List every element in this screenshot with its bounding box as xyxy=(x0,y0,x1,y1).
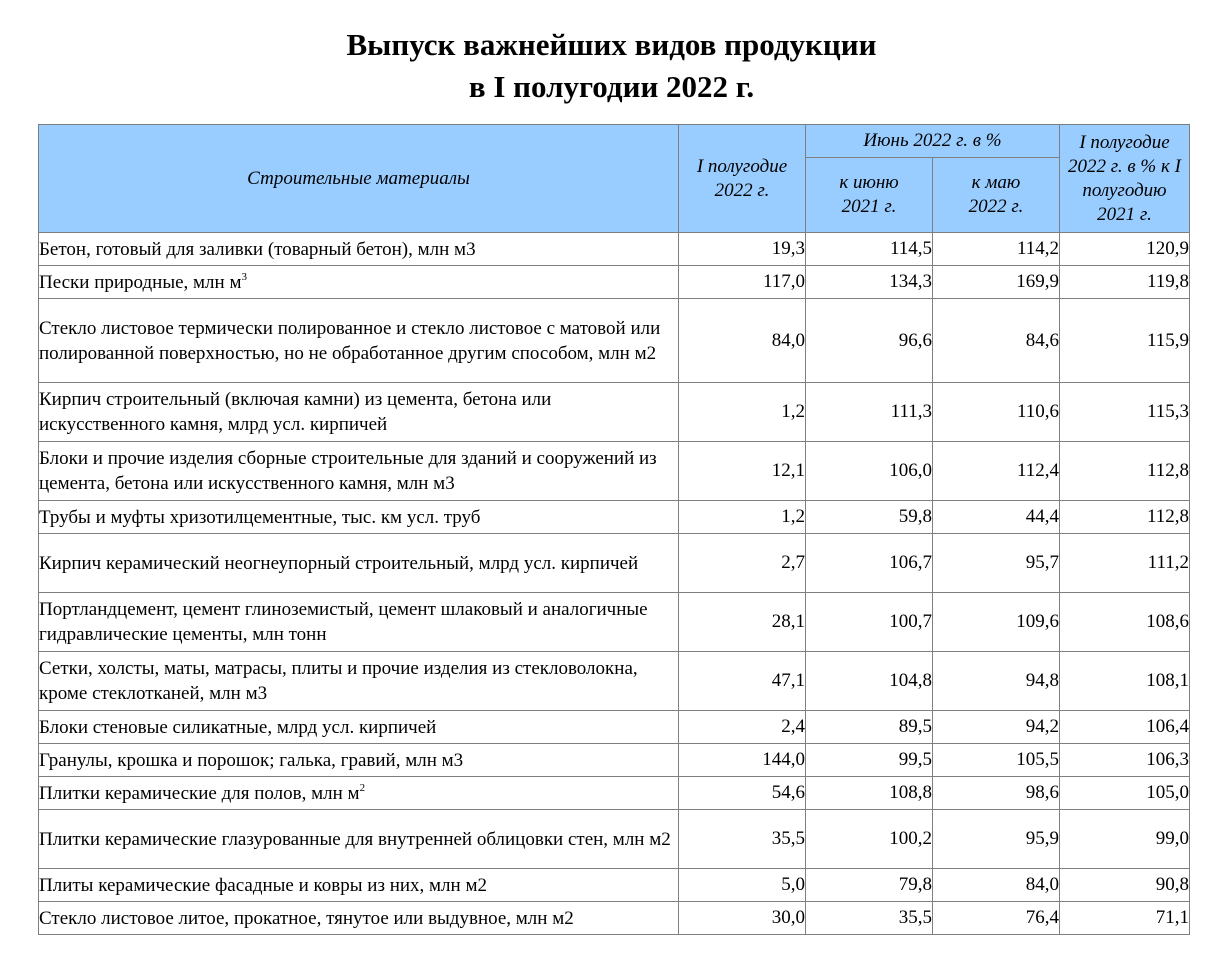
material-name xyxy=(39,442,679,501)
header-june-group: Июнь 2022 г. в % xyxy=(806,125,1060,158)
value-h1-percent: 71,1 xyxy=(1060,902,1190,935)
header-h1-percent: I полугодие 2022 г. в % к I полугодию 2021 г. xyxy=(1060,125,1190,233)
value-vs-may-2022: 94,8 xyxy=(933,652,1060,711)
value-vs-june-2021: 111,3 xyxy=(806,383,933,442)
material-name-text: Кирпич керамический неогнеупорный строительный, млрд усл. кирпичей xyxy=(39,552,639,574)
value-h1-percent: 99,0 xyxy=(1060,810,1190,869)
table-row xyxy=(39,777,1190,810)
value-vs-may-2022: 109,6 xyxy=(933,593,1060,652)
title-line-1: Выпуск важнейших видов продукции xyxy=(346,27,877,62)
value-h1-2022: 54,6 xyxy=(679,777,806,810)
value-h1-2022: 12,1 xyxy=(679,442,806,501)
value-vs-june-2021: 35,5 xyxy=(806,902,933,935)
table-row xyxy=(39,744,1190,777)
value-vs-may-2022: 114,2 xyxy=(933,233,1060,266)
value-h1-percent: 115,9 xyxy=(1060,299,1190,383)
value-vs-june-2021: 96,6 xyxy=(806,299,933,383)
value-h1-2022: 84,0 xyxy=(679,299,806,383)
unit-exponent: 3 xyxy=(241,270,247,283)
material-name xyxy=(39,233,679,266)
material-name xyxy=(39,501,679,534)
material-name xyxy=(39,534,679,593)
value-h1-2022: 19,3 xyxy=(679,233,806,266)
material-name xyxy=(39,902,679,935)
material-name xyxy=(39,810,679,869)
header-materials: Строительные материалы xyxy=(39,125,679,233)
value-vs-may-2022: 44,4 xyxy=(933,501,1060,534)
value-vs-may-2022: 94,2 xyxy=(933,711,1060,744)
table-row xyxy=(39,869,1190,902)
table-row xyxy=(39,299,1190,383)
value-h1-percent: 120,9 xyxy=(1060,233,1190,266)
value-h1-percent: 111,2 xyxy=(1060,534,1190,593)
value-vs-may-2022: 169,9 xyxy=(933,266,1060,299)
material-name-text: Портландцемент, цемент глиноземистый, цемент шлаковый и аналогичные гидравлические цементы, млн тонн xyxy=(39,599,648,645)
material-name-text: Плитки керамические для полов, млн м xyxy=(39,782,360,804)
value-h1-2022: 35,5 xyxy=(679,810,806,869)
value-h1-percent: 112,8 xyxy=(1060,501,1190,534)
value-h1-2022: 47,1 xyxy=(679,652,806,711)
value-vs-june-2021: 89,5 xyxy=(806,711,933,744)
value-vs-june-2021: 108,8 xyxy=(806,777,933,810)
material-name-text: Бетон, готовый для заливки (товарный бетон), млн м3 xyxy=(39,238,476,260)
header-vs-may-2022: к маю 2022 г. xyxy=(933,158,1060,233)
material-name xyxy=(39,652,679,711)
value-h1-percent: 90,8 xyxy=(1060,869,1190,902)
value-h1-percent: 108,1 xyxy=(1060,652,1190,711)
value-h1-2022: 2,4 xyxy=(679,711,806,744)
material-name xyxy=(39,593,679,652)
material-name xyxy=(39,869,679,902)
value-h1-2022: 117,0 xyxy=(679,266,806,299)
material-name xyxy=(39,266,679,299)
value-vs-may-2022: 95,7 xyxy=(933,534,1060,593)
table-row xyxy=(39,266,1190,299)
material-name xyxy=(39,711,679,744)
table-row xyxy=(39,534,1190,593)
value-vs-may-2022: 95,9 xyxy=(933,810,1060,869)
table-row xyxy=(39,902,1190,935)
value-vs-june-2021: 114,5 xyxy=(806,233,933,266)
table-row xyxy=(39,810,1190,869)
material-name-text: Сетки, холсты, маты, матрасы, плиты и прочие изделия из стекловолокна, кроме стеклотканей, млн м3 xyxy=(39,658,638,704)
unit-exponent: 2 xyxy=(359,781,366,794)
material-name-text: Гранулы, крошка и порошок; галька, гравий, млн м3 xyxy=(39,749,464,771)
table-body xyxy=(39,233,1190,935)
value-h1-percent: 106,4 xyxy=(1060,711,1190,744)
value-vs-may-2022: 112,4 xyxy=(933,442,1060,501)
value-h1-percent: 105,0 xyxy=(1060,777,1190,810)
value-vs-may-2022: 110,6 xyxy=(933,383,1060,442)
header-vs-june-2021: к июню 2021 г. xyxy=(806,158,933,233)
material-name-text: Плиты керамические фасадные и ковры из них, млн м2 xyxy=(39,874,487,896)
page-title xyxy=(0,24,1223,108)
table-row xyxy=(39,501,1190,534)
material-name-text: Стекло листовое литое, прокатное, тянутое или выдувное, млн м2 xyxy=(39,907,574,929)
value-vs-may-2022: 84,0 xyxy=(933,869,1060,902)
value-h1-percent: 106,3 xyxy=(1060,744,1190,777)
value-h1-2022: 1,2 xyxy=(679,383,806,442)
production-table xyxy=(38,124,1190,935)
value-h1-percent: 112,8 xyxy=(1060,442,1190,501)
value-vs-may-2022: 84,6 xyxy=(933,299,1060,383)
material-name xyxy=(39,744,679,777)
material-name-text: Блоки стеновые силикатные, млрд усл. кирпичей xyxy=(39,716,437,738)
value-vs-june-2021: 134,3 xyxy=(806,266,933,299)
table-row xyxy=(39,233,1190,266)
table-row xyxy=(39,711,1190,744)
material-name-text: Кирпич строительный (включая камни) из цемента, бетона или искусственного камня, млрд усл. кирпичей xyxy=(39,389,552,435)
material-name-text: Стекло листовое термически полированное и стекло листовое с матовой или полированной поверхностью, но не обработанное другим способом, млн м2 xyxy=(39,317,661,364)
value-h1-percent: 115,3 xyxy=(1060,383,1190,442)
value-vs-june-2021: 79,8 xyxy=(806,869,933,902)
material-name xyxy=(39,777,679,810)
value-vs-june-2021: 100,2 xyxy=(806,810,933,869)
value-vs-june-2021: 100,7 xyxy=(806,593,933,652)
table-row xyxy=(39,442,1190,501)
table-row xyxy=(39,383,1190,442)
title-line-2: в I полугодии 2022 г. xyxy=(468,69,755,104)
value-vs-may-2022: 98,6 xyxy=(933,777,1060,810)
value-h1-2022: 2,7 xyxy=(679,534,806,593)
header-h1-2022: I полугодие 2022 г. xyxy=(679,125,806,233)
value-vs-june-2021: 104,8 xyxy=(806,652,933,711)
material-name-text: Плитки керамические глазурованные для внутренней облицовки стен, млн м2 xyxy=(39,828,671,850)
material-name-text: Блоки и прочие изделия сборные строительные для зданий и сооружений из цемента, бетона или искусственного камня, млн м3 xyxy=(39,448,657,494)
value-vs-june-2021: 99,5 xyxy=(806,744,933,777)
material-name-text: Пески природные, млн м xyxy=(39,271,242,293)
table-row xyxy=(39,593,1190,652)
value-h1-2022: 144,0 xyxy=(679,744,806,777)
value-h1-2022: 1,2 xyxy=(679,501,806,534)
value-h1-percent: 108,6 xyxy=(1060,593,1190,652)
value-h1-2022: 5,0 xyxy=(679,869,806,902)
value-vs-june-2021: 106,7 xyxy=(806,534,933,593)
material-name xyxy=(39,383,679,442)
value-vs-june-2021: 106,0 xyxy=(806,442,933,501)
value-h1-2022: 30,0 xyxy=(679,902,806,935)
value-vs-june-2021: 59,8 xyxy=(806,501,933,534)
material-name-text: Трубы и муфты хризотилцементные, тыс. км усл. труб xyxy=(39,506,481,528)
value-vs-may-2022: 105,5 xyxy=(933,744,1060,777)
value-vs-may-2022: 76,4 xyxy=(933,902,1060,935)
material-name xyxy=(39,299,679,383)
value-h1-2022: 28,1 xyxy=(679,593,806,652)
value-h1-percent: 119,8 xyxy=(1060,266,1190,299)
table-row xyxy=(39,652,1190,711)
